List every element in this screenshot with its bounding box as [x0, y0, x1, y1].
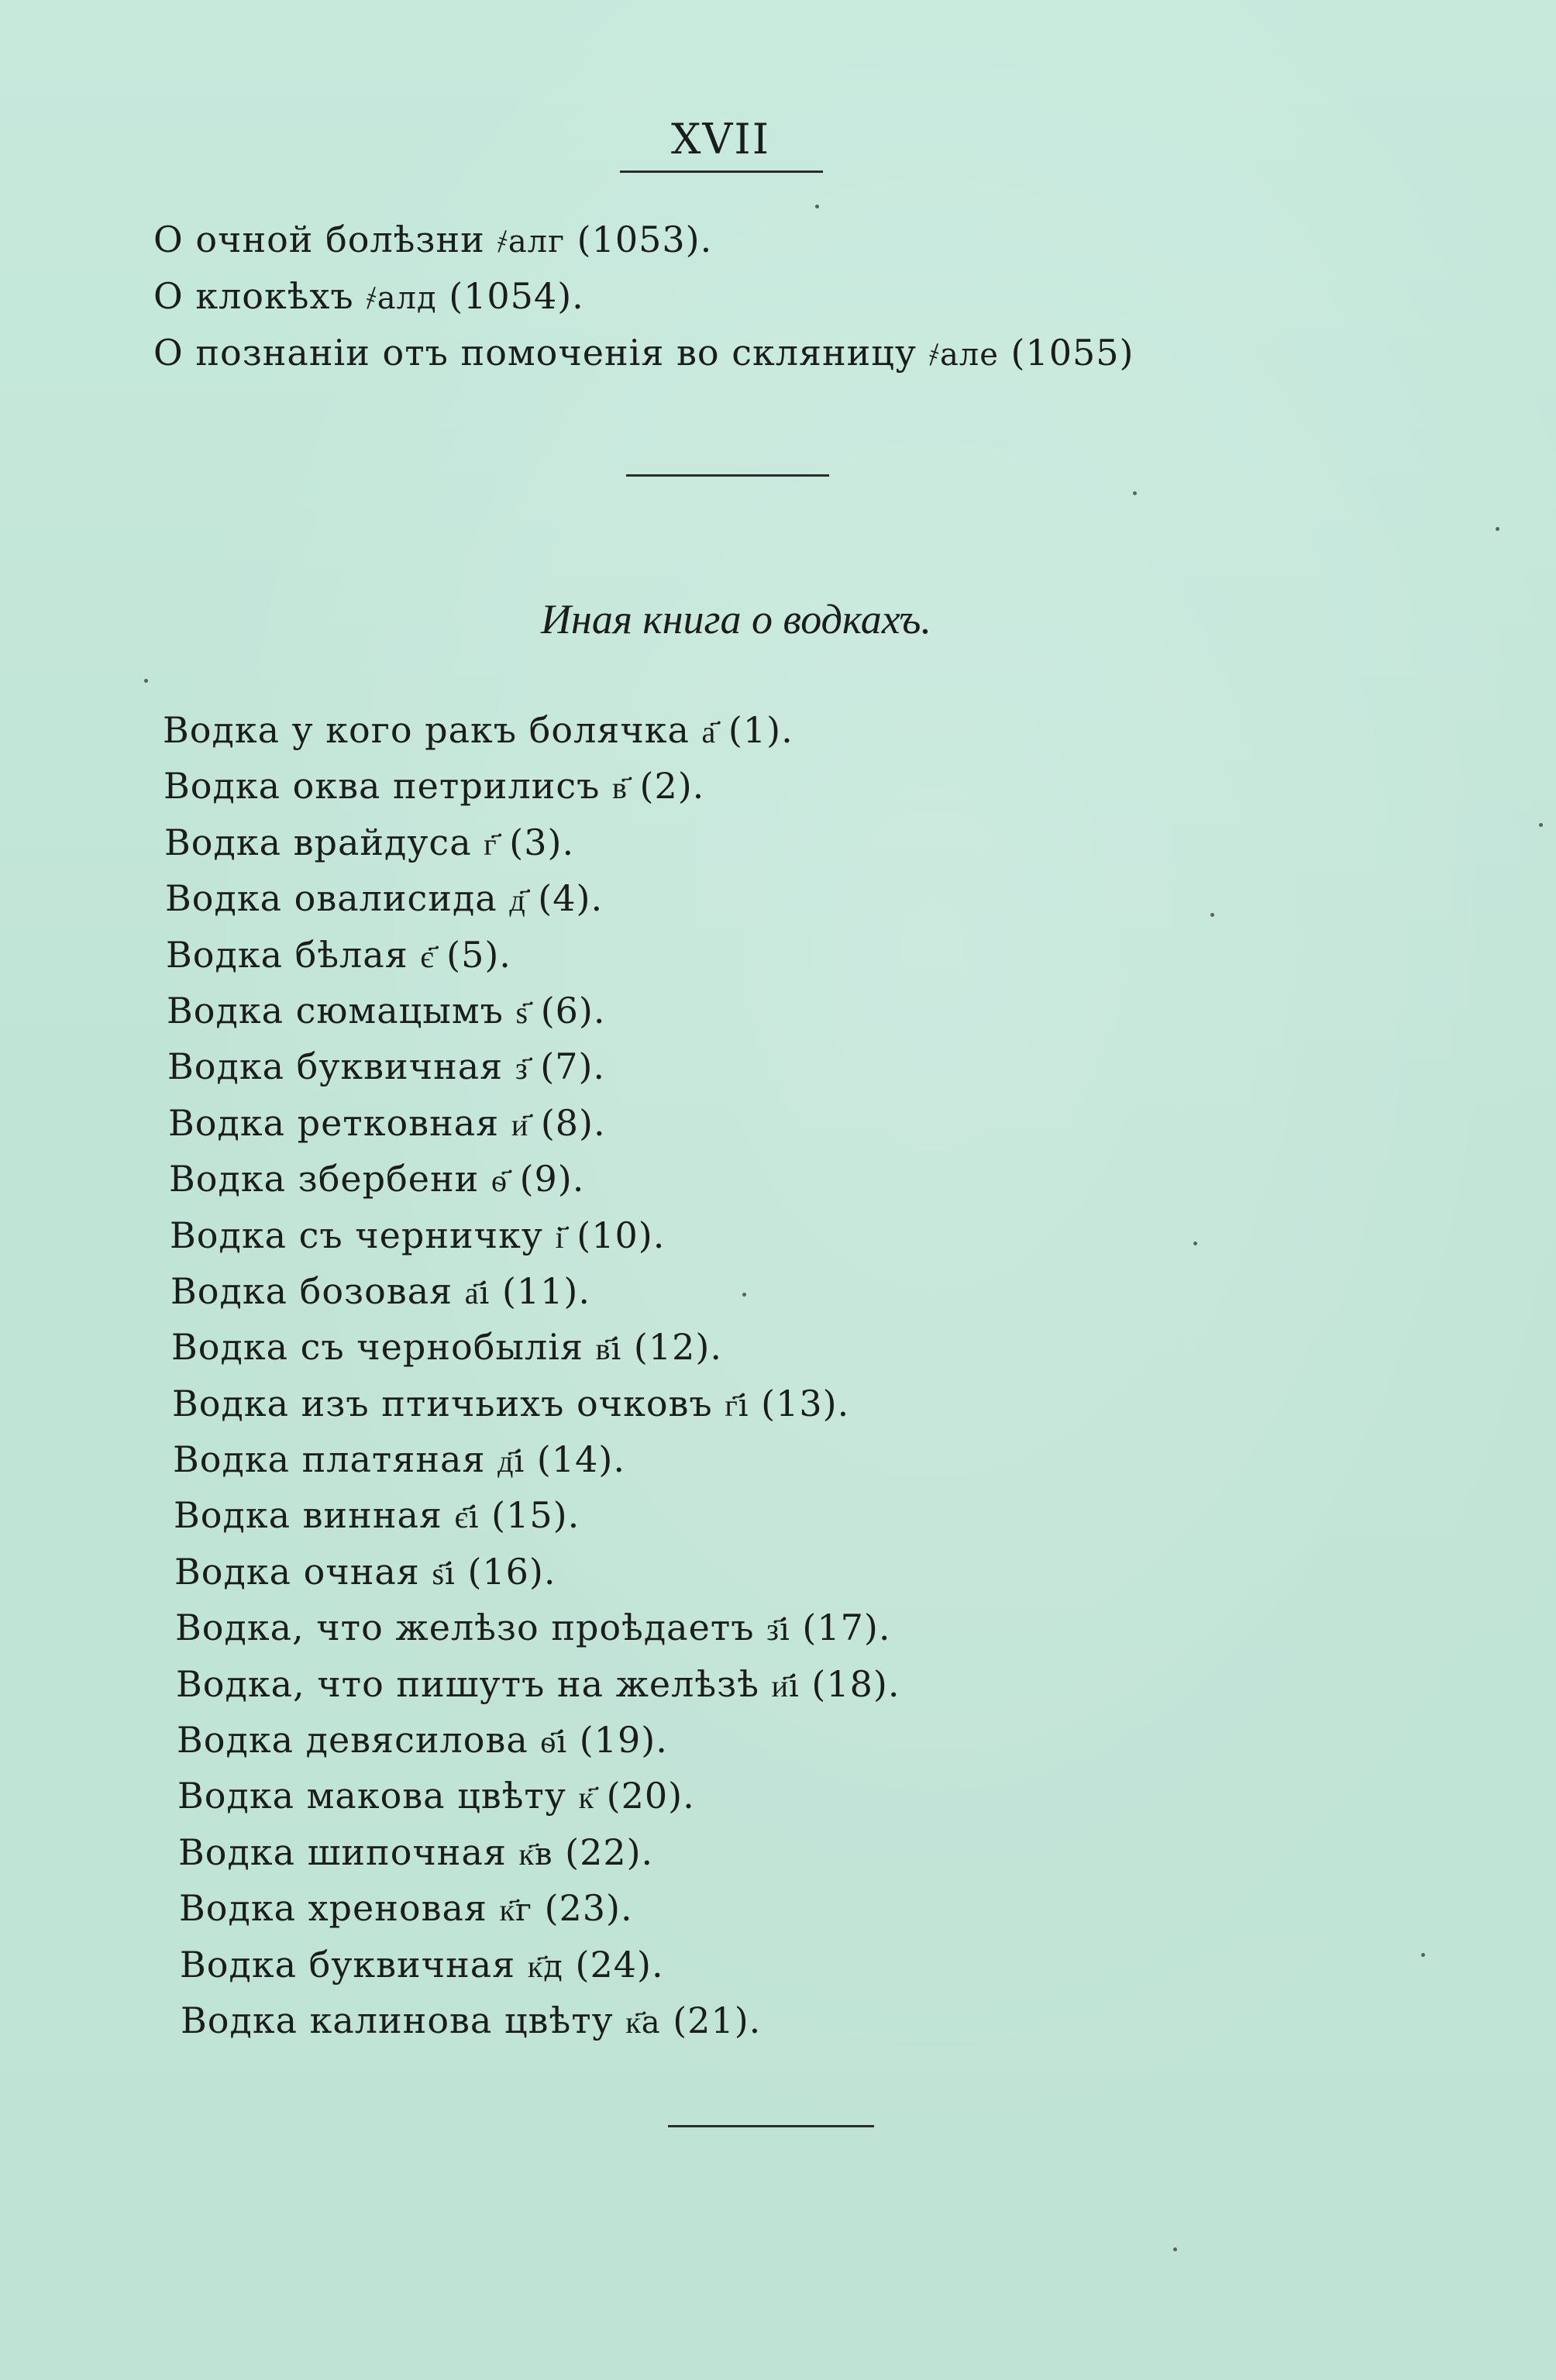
paper-speck: [144, 679, 148, 683]
entry-ref: і҃: [555, 1219, 565, 1255]
entry-text: Водка калинова цвѣту: [181, 1999, 614, 2041]
entry-num: (14).: [536, 1438, 625, 1481]
entry-ref: ѳ҃: [491, 1163, 508, 1200]
entry-num: (24).: [575, 1943, 664, 1986]
toc-num: (1054).: [449, 275, 584, 317]
entry-num: (5).: [446, 933, 511, 976]
list-item: [181, 1993, 900, 2048]
toc-text: О познанiи отъ помоченiя во скляницу: [153, 332, 917, 374]
entry-text: Водка съ черничку: [170, 1214, 543, 1256]
toc-line: [153, 219, 712, 260]
entry-text: Водка, что желѣзо проѣдаетъ: [175, 1607, 755, 1649]
paper-speck: [1539, 823, 1543, 827]
entries-list: [163, 702, 900, 2048]
toc-ref: ҂алг: [497, 224, 566, 260]
paper-speck: [1496, 527, 1499, 531]
entry-ref: є҃і: [454, 1500, 480, 1536]
list-item: [179, 1880, 900, 1936]
entry-ref: з҃: [515, 1051, 528, 1087]
list-item: [174, 1544, 900, 1600]
toc-line: [153, 275, 584, 317]
paper-speck: [1193, 1242, 1197, 1245]
list-item: [175, 1600, 900, 1655]
list-item: [174, 1487, 900, 1543]
entry-text: Водка винная: [174, 1494, 442, 1537]
list-item: [167, 1038, 900, 1094]
entry-text: Водка хреновая: [179, 1887, 487, 1930]
entry-ref: є҃: [420, 939, 435, 975]
entry-text: Водка ретковная: [168, 1101, 500, 1144]
list-item: [171, 1319, 900, 1375]
entry-ref: к҃а: [625, 2004, 661, 2041]
list-item: [169, 1151, 900, 1207]
list-item: [167, 983, 900, 1038]
list-item: [176, 1656, 900, 1712]
entry-ref: и҃і: [771, 1668, 800, 1704]
entry-ref: г҃і: [725, 1387, 749, 1424]
paper-speck: [1421, 1953, 1425, 1957]
toc-num: (1053).: [577, 219, 713, 260]
entry-ref: а҃і: [464, 1275, 491, 1311]
section-rule: [626, 474, 829, 477]
entry-num: (22).: [565, 1831, 654, 1873]
entry-num: (23).: [544, 1887, 633, 1930]
list-item: [178, 1824, 900, 1880]
entry-text: Водка, что пишутъ на желѣзѣ: [176, 1662, 759, 1705]
entry-ref: ѕ҃і: [432, 1555, 456, 1592]
footer-rule: [668, 2125, 874, 2127]
list-item: [170, 1207, 900, 1263]
page-number: XVII: [670, 115, 771, 164]
entry-num: (4).: [538, 877, 604, 920]
entry-text: Водка оква петрилисъ: [164, 765, 601, 808]
entry-num: (2).: [639, 765, 705, 808]
list-item: [164, 758, 900, 814]
entry-num: (17).: [802, 1607, 891, 1649]
entry-num: (3).: [509, 821, 575, 863]
entry-ref: и҃: [511, 1107, 529, 1143]
entry-num: (10).: [577, 1214, 666, 1256]
entry-text: Водка збербени: [169, 1158, 480, 1200]
toc-ref: ҂але: [928, 337, 999, 373]
entry-text: Водка бозовая: [170, 1269, 453, 1312]
entry-ref: к҃д: [527, 1948, 563, 1985]
entry-ref: г҃: [484, 826, 497, 863]
entry-ref: в҃і: [595, 1331, 622, 1368]
list-item: [170, 1263, 900, 1319]
list-item: [172, 1376, 900, 1431]
entry-ref: к҃: [578, 1780, 595, 1817]
list-item: [177, 1768, 900, 1824]
entry-num: (19).: [579, 1719, 668, 1762]
entry-text: Водка врайдуса: [164, 821, 472, 863]
entry-text: Водка платяная: [173, 1438, 486, 1481]
entry-text: Водка девясилова: [177, 1719, 528, 1762]
paper-speck: [742, 1293, 746, 1297]
entry-num: (20).: [606, 1775, 695, 1817]
entry-text: Водка очная: [174, 1550, 420, 1593]
list-item: [180, 1937, 900, 1993]
entry-text: Водка буквичная: [167, 1045, 504, 1088]
entry-ref: к҃в: [518, 1836, 553, 1872]
entry-ref: в҃: [611, 770, 628, 807]
section-heading: Иная книга о водкахъ.: [541, 596, 931, 642]
entry-num: (13).: [761, 1382, 850, 1424]
entry-num: (21).: [673, 1999, 762, 2041]
paper-speck: [1133, 491, 1137, 495]
entry-num: (12).: [633, 1326, 722, 1369]
list-item: [177, 1712, 900, 1768]
list-item: [163, 702, 900, 758]
entry-num: (18).: [811, 1662, 900, 1705]
entry-ref: а҃: [701, 715, 717, 750]
list-item: [164, 815, 900, 870]
entry-text: Водка макова цвѣту: [177, 1775, 566, 1817]
entry-text: Водка изъ птичьихъ очковъ: [172, 1382, 713, 1424]
entry-text: Водка съ чернобылiя: [171, 1326, 584, 1369]
entry-num: (15).: [491, 1494, 580, 1537]
entry-num: (11).: [501, 1269, 590, 1312]
toc-ref: ҂алд: [366, 281, 437, 316]
entry-text: Водка у кого ракъ болячка: [163, 709, 690, 751]
entry-text: Водка овалисида: [165, 877, 497, 920]
list-item: [173, 1431, 900, 1487]
entry-text: Водка бѣлая: [166, 933, 408, 976]
paper-speck: [1210, 913, 1214, 917]
entry-num: (7).: [540, 1045, 606, 1088]
entry-text: Водка буквичная: [180, 1943, 516, 1986]
list-item: [168, 1095, 900, 1151]
entry-num: (6).: [540, 989, 606, 1032]
entry-ref: з҃і: [766, 1612, 790, 1648]
entry-ref: ѕ҃: [515, 994, 529, 1031]
list-item: [166, 927, 900, 983]
toc-text: О очной болѣзни: [153, 219, 485, 260]
entry-ref: ѳ҃і: [540, 1724, 568, 1761]
toc-line: [153, 332, 1134, 374]
list-item: [165, 870, 900, 926]
entry-text: Водка сюмацымъ: [167, 989, 504, 1032]
paper-speck: [1173, 2247, 1177, 2251]
entry-ref: д҃і: [497, 1444, 525, 1480]
entry-num: (8).: [540, 1101, 606, 1144]
header-rule: [620, 170, 823, 173]
entry-ref: д҃: [509, 883, 526, 919]
entry-ref: к҃г: [499, 1893, 532, 1929]
toc-num: (1055): [1010, 332, 1134, 374]
paper-speck: [815, 205, 819, 208]
toc-text: О клокѣхъ: [153, 275, 354, 317]
entry-text: Водка шипочная: [178, 1831, 507, 1873]
entry-num: (1).: [728, 709, 793, 751]
entry-num: (16).: [467, 1550, 556, 1593]
entry-num: (9).: [519, 1158, 585, 1200]
